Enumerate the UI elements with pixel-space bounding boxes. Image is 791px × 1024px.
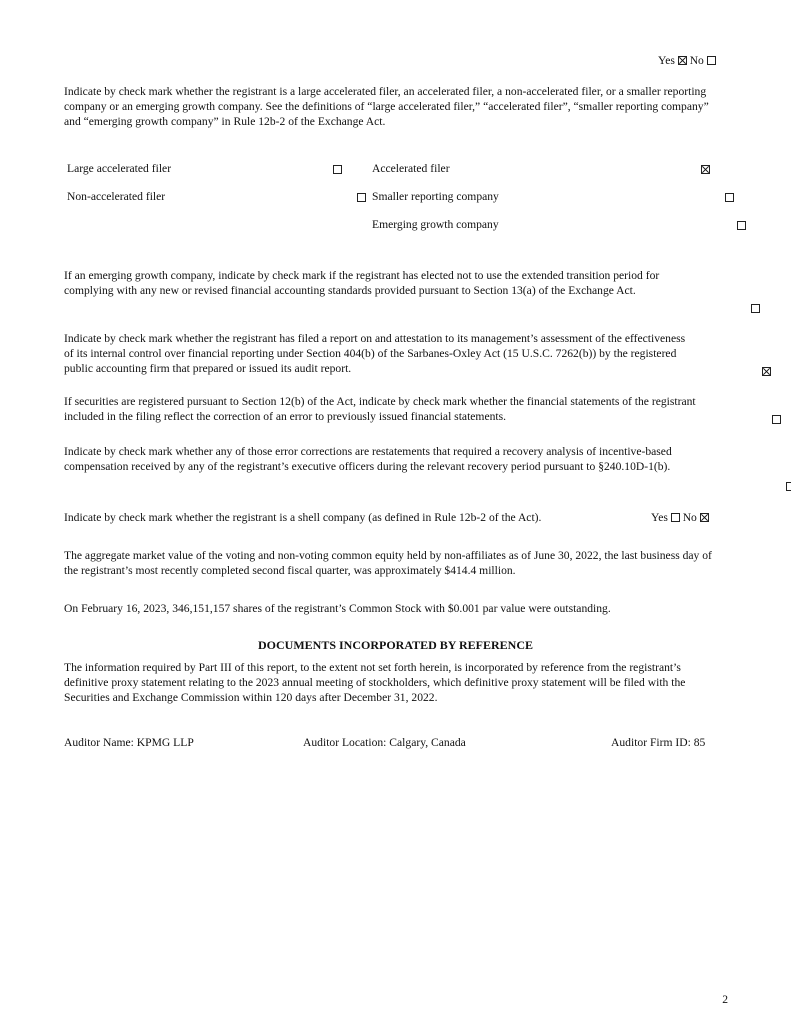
restatement-text: Indicate by check mark whether any of those error corrections are restatements that required a recovery analysis of incentive-based compensation received by any of the registrant’s executive officers during the relevant recovery period pursuant to §240.10D-1(b).: [64, 445, 672, 473]
accelerated-filer-checkbox[interactable]: [701, 165, 710, 174]
emerging-growth-company-label: Emerging growth company: [372, 218, 499, 231]
wksi-no-checkbox[interactable]: [707, 56, 716, 65]
shell-company-text: Indicate by check mark whether the registrant is a shell company (as defined in Rule 12b-2 of the Act).: [64, 511, 542, 524]
auditor-firm-id: Auditor Firm ID: 85: [611, 736, 706, 749]
wksi-yes-label: Yes: [658, 54, 675, 67]
shell-yes-checkbox[interactable]: [671, 513, 680, 522]
wksi-yes-checkbox[interactable]: [678, 56, 687, 65]
non-accelerated-filer-label: Non-accelerated filer: [67, 190, 166, 203]
non-accelerated-filer-checkbox[interactable]: [357, 193, 366, 202]
large-accelerated-filer-checkbox[interactable]: [333, 165, 342, 174]
restatement-checkbox[interactable]: [786, 482, 791, 491]
documents-text: The information required by Part III of this report, to the extent not set forth herein, is incorporated by reference from the registrant’s definitive proxy statement relating to the 2023 annual meeting of stockholders, which definitive proxy statement will be filed with the Securities and Exchange Commission within 120 days after December 31, 2022.: [64, 661, 686, 704]
error-correction-checkbox[interactable]: [772, 415, 781, 424]
emerging-growth-transition-checkbox[interactable]: [751, 304, 760, 313]
shares-outstanding-text: On February 16, 2023, 346,151,157 shares of the registrant’s Common Stock with $0.001 par value were outstanding.: [64, 602, 611, 615]
shell-no-label: No: [682, 511, 697, 524]
wksi-no-label: No: [689, 54, 704, 67]
page-number: 2: [722, 993, 728, 1006]
large-accelerated-filer-label: Large accelerated filer: [67, 162, 172, 175]
smaller-reporting-company-label: Smaller reporting company: [372, 190, 499, 203]
wksi-yes-no: [658, 53, 716, 68]
auditor-location: Auditor Location: Calgary, Canada: [303, 736, 466, 749]
accelerated-filer-label: Accelerated filer: [372, 162, 450, 175]
shell-no-checkbox[interactable]: [700, 513, 709, 522]
auditor-name: Auditor Name: KPMG LLP: [64, 736, 194, 749]
error-correction-text: If securities are registered pursuant to Section 12(b) of the Act, indicate by check mark whether the financial statements of the registrant included in the filing reflect the correction of an error to previously issued financial statements.: [64, 395, 696, 423]
icfr-attestation-checkbox[interactable]: [762, 367, 771, 376]
filer-status-intro: Indicate by check mark whether the registrant is a large accelerated filer, an accelerated filer, a non-accelerated filer, or a smaller reporting company or an emerging growth company. See the definitions of “large accelerated filer,” “accelerated filer”, “smaller reporting company” and “emerging growth company” in Rule 12b-2 of the Exchange Act.: [64, 85, 709, 128]
icfr-attestation-text: Indicate by check mark whether the registrant has filed a report on and attestation to its management’s assessment of the effectiveness of its internal control over financial reporting under Section 404(b) of the Sarbanes-Oxley Act (15 U.S.C. 7262(b)) by the registered public accounting firm that prepared or issued its audit report.: [64, 332, 686, 375]
market-value-text: The aggregate market value of the voting and non-voting common equity held by non-affiliates as of June 30, 2022, the last business day of the registrant’s most recently completed second fiscal quarter, was approximately $414.4 million.: [64, 549, 712, 577]
emerging-growth-transition-text: If an emerging growth company, indicate by check mark if the registrant has elected not to use the extended transition period for complying with any new or revised financial accounting standards provided pursuant to Section 13(a) of the Exchange Act.: [64, 269, 660, 297]
smaller-reporting-company-checkbox[interactable]: [725, 193, 734, 202]
shell-yes-label: Yes: [651, 511, 668, 524]
shell-company-yes-no: [651, 510, 709, 525]
emerging-growth-company-checkbox[interactable]: [737, 221, 746, 230]
documents-heading: DOCUMENTS INCORPORATED BY REFERENCE: [257, 638, 534, 652]
